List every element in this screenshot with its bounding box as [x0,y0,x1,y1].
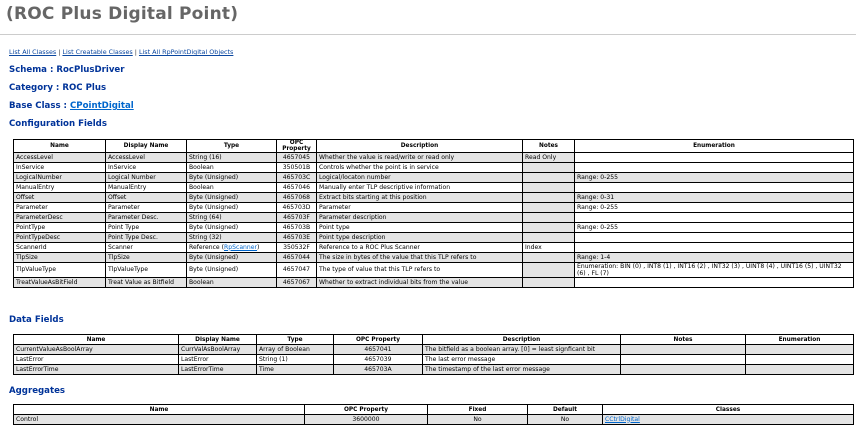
category-value: ROC Plus [62,83,107,93]
field-description: Parameter [317,203,523,213]
field-name: CurrentValueAsBoolArray [14,345,179,355]
field-display-name: Offset [106,193,187,203]
field-description: The bitfield as a boolean array. [0] = least signficant bit [423,345,621,355]
field-enumeration [746,355,854,365]
field-notes [523,278,575,288]
column-header: Enumeration [575,140,854,153]
field-name: TlpSize [14,253,106,263]
field-description: The timestamp of the last error message [423,365,621,375]
table-row [14,223,854,233]
field-type: String (1) [257,355,334,365]
field-type [187,243,277,253]
field-notes [523,173,575,183]
table-row [14,213,854,223]
field-type-suffix: ) [257,243,260,251]
field-notes [523,263,575,278]
field-type: Byte (Unsigned) [187,263,277,278]
table-row [14,203,854,213]
field-display-name: LastErrorTime [179,365,257,375]
title-divider [0,34,856,35]
column-header: Description [317,140,523,153]
field-opc-property: 4657045 [277,153,317,163]
table-row [14,263,854,278]
field-name: ScannerId [14,243,106,253]
field-opc-property: 350532F [277,243,317,253]
field-type: Boolean [187,183,277,193]
table-row [14,243,854,253]
column-header: Notes [523,140,575,153]
column-header: Type [187,140,277,153]
column-header: OPC Property [277,140,317,153]
list-digital-objects-link[interactable]: List All RpPointDigital Objects [138,48,234,56]
field-description: Point type [317,223,523,233]
schema-value: RocPlusDriver [56,65,125,75]
aggregates-heading: Aggregates [9,386,66,396]
field-type: String (32) [187,233,277,243]
column-header: Classes [603,405,854,415]
page-title: (ROC Plus Digital Point) [6,4,239,24]
field-notes [523,213,575,223]
column-header: Fixed [428,405,528,415]
data-fields-heading: Data Fields [9,315,64,325]
schema-heading: Schema : RocPlusDriver [9,65,125,75]
field-opc-property: 465703F [277,213,317,223]
field-description: Logical/locaton number [317,173,523,183]
aggregate-fixed: No [428,415,528,425]
field-display-name: ManualEntry [106,183,187,193]
aggregate-classes [603,415,854,425]
field-enumeration: Range: 0-255 [575,203,854,213]
field-type: Boolean [187,163,277,173]
field-enumeration: Range: 1-4 [575,253,854,263]
table-row [14,233,854,243]
field-description: The type of value that this TLP refers to [317,263,523,278]
column-header: Enumeration [746,335,854,345]
list-creatable-classes-link[interactable]: List Creatable Classes [62,48,133,56]
link-separator: | [56,48,63,56]
field-name: Offset [14,193,106,203]
configuration-fields-heading: Configuration Fields [9,119,107,129]
field-notes: Read Only [523,153,575,163]
field-opc-property: 4657046 [277,183,317,193]
column-header: Name [14,140,106,153]
field-display-name: Parameter Desc. [106,213,187,223]
field-type: Byte (Unsigned) [187,203,277,213]
field-opc-property: 4657039 [334,355,423,365]
category-heading: Category : ROC Plus [9,83,107,93]
field-enumeration [575,243,854,253]
field-type: String (64) [187,213,277,223]
table-row [14,183,854,193]
field-notes: Index [523,243,575,253]
column-header: Display Name [179,335,257,345]
field-display-name: CurrValAsBoolArray [179,345,257,355]
field-enumeration [575,163,854,173]
field-enumeration [575,213,854,223]
field-description: Parameter description [317,213,523,223]
table-row [14,355,854,365]
class-links [9,48,233,56]
field-opc-property: 4657067 [277,278,317,288]
field-description: Whether to extract individual bits from the value [317,278,523,288]
field-notes [523,203,575,213]
field-enumeration: Enumeration: BIN (0) , INT8 (1) , INT16 (2) , INT32 (3) , UINT8 (4) , UINT16 (5) , UINT32 (6) , FL (7) [575,263,854,278]
field-name: PointType [14,223,106,233]
field-enumeration: Range: 0-31 [575,193,854,203]
table-row [14,365,854,375]
aggregates-table [13,404,854,425]
field-name: ParameterDesc [14,213,106,223]
field-opc-property: 465703B [277,223,317,233]
field-opc-property: 465703E [277,233,317,243]
field-notes [523,233,575,243]
field-notes [621,365,746,375]
field-type: Byte (Unsigned) [187,223,277,233]
field-enumeration [575,233,854,243]
aggregate-default: No [528,415,603,425]
field-display-name: TlpValueType [106,263,187,278]
data-fields-table [13,334,854,375]
field-notes [523,223,575,233]
table-row [14,345,854,355]
table-row [14,193,854,203]
list-all-classes-link[interactable]: List All Classes [9,48,57,56]
field-notes [523,253,575,263]
field-enumeration [575,278,854,288]
field-enumeration: Range: 0-255 [575,173,854,183]
field-display-name: Treat Value as Bitfield [106,278,187,288]
field-type: Byte (Unsigned) [187,253,277,263]
column-header: Description [423,335,621,345]
field-description: The size in bytes of the value that this TLP refers to [317,253,523,263]
column-header: Notes [621,335,746,345]
aggregate-opc-property: 3600000 [305,415,428,425]
field-display-name: InService [106,163,187,173]
field-type: Time [257,365,334,375]
field-opc-property: 465703C [277,173,317,183]
field-display-name: Parameter [106,203,187,213]
field-name: InService [14,163,106,173]
field-opc-property: 4657068 [277,193,317,203]
field-name: LogicalNumber [14,173,106,183]
field-description: Manually enter TLP descriptive information [317,183,523,193]
field-enumeration [746,365,854,375]
table-row [14,415,854,425]
field-type: String (16) [187,153,277,163]
table-row [14,278,854,288]
field-name: Parameter [14,203,106,213]
field-opc-property: 4657044 [277,253,317,263]
configuration-fields-table [13,139,854,288]
field-opc-property: 4657047 [277,263,317,278]
link-separator: | [132,48,139,56]
field-display-name: Point Type [106,223,187,233]
field-description: Point type description [317,233,523,243]
field-notes [523,183,575,193]
field-type: Byte (Unsigned) [187,173,277,183]
field-display-name: Scanner [106,243,187,253]
field-description: Extract bits starting at this position [317,193,523,203]
field-name: LastError [14,355,179,365]
field-display-name: TlpSize [106,253,187,263]
table-row [14,173,854,183]
field-opc-property: 465703A [334,365,423,375]
field-description: Whether the value is read/write or read only [317,153,523,163]
field-enumeration: Range: 0-255 [575,223,854,233]
field-display-name: Point Type Desc. [106,233,187,243]
table-row [14,253,854,263]
field-opc-property: 4657041 [334,345,423,355]
field-enumeration [575,153,854,163]
field-notes [621,345,746,355]
field-notes [523,193,575,203]
base-class-link[interactable]: CPointDigital [70,101,134,111]
field-name: TlpValueType [14,263,106,278]
table-row [14,163,854,173]
table-row [14,153,854,163]
base-class-heading: Base Class : CPointDigital [9,101,134,111]
field-display-name: LastError [179,355,257,365]
field-name: ManualEntry [14,183,106,193]
column-header: OPC Property [334,335,423,345]
field-notes [621,355,746,365]
column-header: Type [257,335,334,345]
column-header: OPC Property [305,405,428,415]
field-opc-property: 465703D [277,203,317,213]
field-display-name: Logical Number [106,173,187,183]
field-description: Reference to a ROC Plus Scanner [317,243,523,253]
field-opc-property: 350501B [277,163,317,173]
column-header: Name [14,405,305,415]
column-header: Default [528,405,603,415]
column-header: Display Name [106,140,187,153]
field-name: PointTypeDesc [14,233,106,243]
field-display-name: AccessLevel [106,153,187,163]
field-name: LastErrorTime [14,365,179,375]
field-type: Byte (Unsigned) [187,193,277,203]
aggregate-class-link[interactable]: CCtrlDigital [605,415,640,423]
field-enumeration [575,183,854,193]
field-type-prefix: Reference ( [189,243,224,251]
field-name: TreatValueAsBitField [14,278,106,288]
aggregate-name: Control [14,415,305,425]
field-type-link[interactable]: RpScanner [224,243,258,251]
field-type: Boolean [187,278,277,288]
field-notes [523,163,575,173]
field-description: The last error message [423,355,621,365]
column-header: Name [14,335,179,345]
field-enumeration [746,345,854,355]
field-type: Array of Boolean [257,345,334,355]
field-description: Controls whether the point is in service [317,163,523,173]
field-name: AccessLevel [14,153,106,163]
